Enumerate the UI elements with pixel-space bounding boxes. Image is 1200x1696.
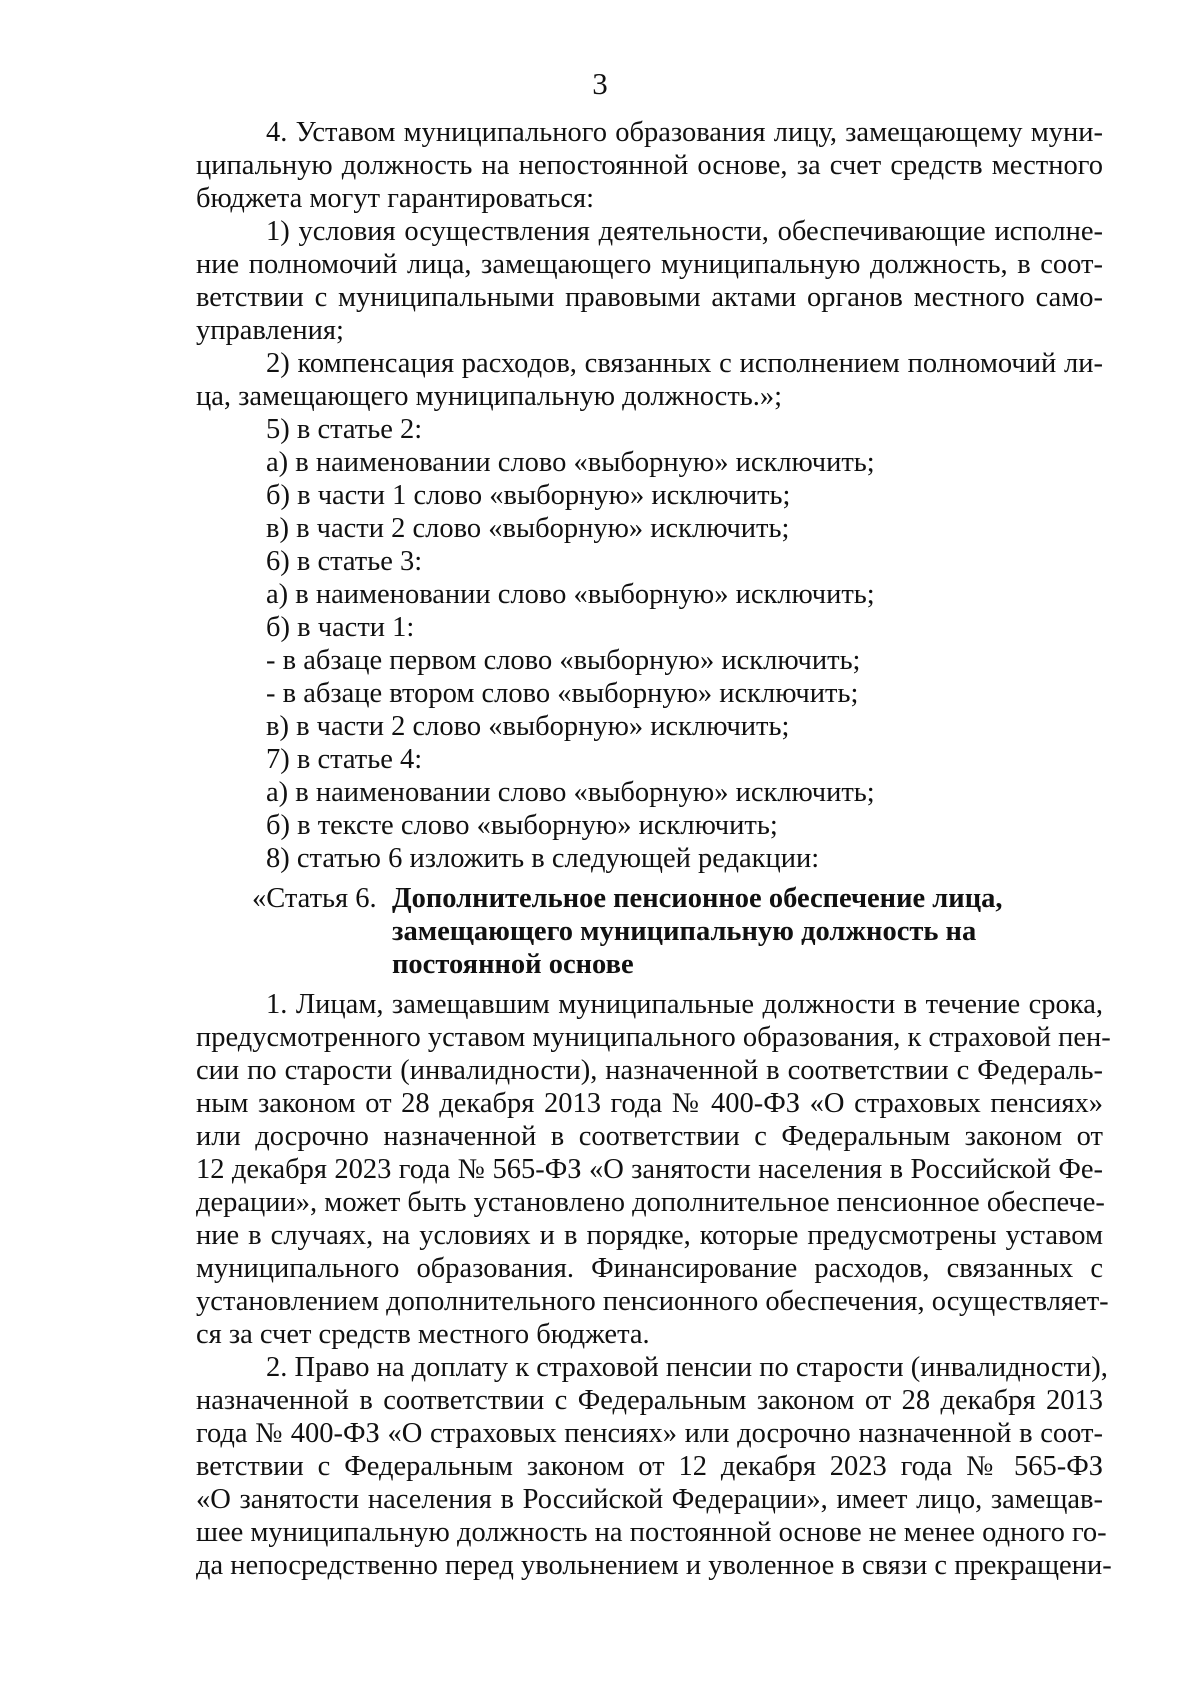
text-line: 8) статью 6 изложить в следующей редакции: — [266, 843, 820, 874]
article-heading-title: Дополнительное пенсионное обеспечение лица, — [392, 883, 1003, 914]
text-line: сии по старости (инвалидности), назначенной в соответствии с Федераль- — [196, 1055, 1103, 1086]
text-line: в) в части 2 слово «выборную» исключить; — [266, 711, 790, 742]
text-line: да непосредственно перед увольнением и уволенное в связи с прекращени- — [196, 1550, 1112, 1581]
text-line: а) в наименовании слово «выборную» исключить; — [266, 579, 875, 610]
text-line: 12 декабря 2023 года № 565-ФЗ «О занятости населения в Российской Фе- — [196, 1154, 1103, 1185]
text-line: 1) условия осуществления деятельности, обеспечивающие исполне- — [266, 216, 1103, 247]
text-line: шее муниципальную должность на постоянной основе не менее одного го- — [196, 1517, 1107, 1548]
text-line: ным законом от 28 декабря 2013 года № 400-ФЗ «О страховых пенсиях» — [196, 1088, 1103, 1119]
text-line: в) в части 2 слово «выборную» исключить; — [266, 513, 790, 544]
text-line: а) в наименовании слово «выборную» исключить; — [266, 447, 875, 478]
text-line: ветствии с муниципальными правовыми актами органов местного само- — [196, 282, 1103, 313]
text-line: назначенной в соответствии с Федеральным законом от 28 декабря 2013 — [196, 1385, 1103, 1416]
text-line: управления; — [196, 315, 344, 346]
article-heading-line: постоянной основе — [392, 949, 634, 980]
text-line: ца, замещающего муниципальную должность.»; — [196, 381, 783, 412]
text-line: 4. Уставом муниципального образования лицу, замещающему муни- — [266, 117, 1103, 148]
article-heading-prefix: «Статья 6. — [252, 883, 377, 914]
text-line: дерации», может быть установлено дополнительное пенсионное обеспече- — [196, 1187, 1105, 1218]
text-line: муниципального образования. Финансирование расходов, связанных с — [196, 1253, 1103, 1284]
text-line: ципальную должность на непостоянной основе, за счет средств местного — [196, 150, 1103, 181]
text-line: б) в части 1: — [266, 612, 415, 643]
text-line: «О занятости населения в Российской Федерации», имеет лицо, замещав- — [196, 1484, 1103, 1515]
text-line: а) в наименовании слово «выборную» исключить; — [266, 777, 875, 808]
text-line: ние в случаях, на условиях и в порядке, которые предусмотрены уставом — [196, 1220, 1103, 1251]
text-line: б) в части 1 слово «выборную» исключить; — [266, 480, 791, 511]
article-heading-line — [196, 882, 1103, 915]
text-line: ся за счет средств местного бюджета. — [196, 1319, 650, 1350]
page-number: 3 — [592, 66, 608, 101]
article-heading — [196, 882, 1103, 981]
text-line: б) в тексте слово «выборную» исключить; — [266, 810, 778, 841]
text-line: ветствии с Федеральным законом от 12 декабря 2023 года № 565-ФЗ — [196, 1451, 1103, 1482]
text-line: установлением дополнительного пенсионного обеспечения, осуществляет- — [196, 1286, 1109, 1317]
article-text — [196, 988, 1112, 1582]
text-line: - в абзаце первом слово «выборную» исключить; — [266, 645, 861, 676]
text-line: 2. Право на доплату к страховой пенсии по старости (инвалидности), — [266, 1352, 1108, 1383]
text-line: 1. Лицам, замещавшим муниципальные должности в течение срока, — [266, 989, 1103, 1020]
text-line: предусмотренного уставом муниципального образования, к страховой пен- — [196, 1022, 1111, 1053]
text-line: 5) в статье 2: — [266, 414, 423, 445]
text-line: или досрочно назначенной в соответствии с Федеральным законом от — [196, 1121, 1103, 1152]
text-line: 2) компенсация расходов, связанных с исполнением полномочий ли- — [266, 348, 1103, 379]
amendments-list — [196, 116, 1103, 875]
text-line: - в абзаце втором слово «выборную» исключить; — [266, 678, 859, 709]
document-body — [196, 116, 1112, 1582]
text-line: бюджета могут гарантироваться: — [196, 183, 595, 214]
text-line: года № 400-ФЗ «О страховых пенсиях» или досрочно назначенной в соот- — [196, 1418, 1103, 1449]
text-line: 6) в статье 3: — [266, 546, 423, 577]
text-line: ние полномочий лица, замещающего муниципальную должность, в соот- — [196, 249, 1103, 280]
article-heading-line: замещающего муниципальную должность на — [392, 916, 977, 947]
text-line: 7) в статье 4: — [266, 744, 423, 775]
